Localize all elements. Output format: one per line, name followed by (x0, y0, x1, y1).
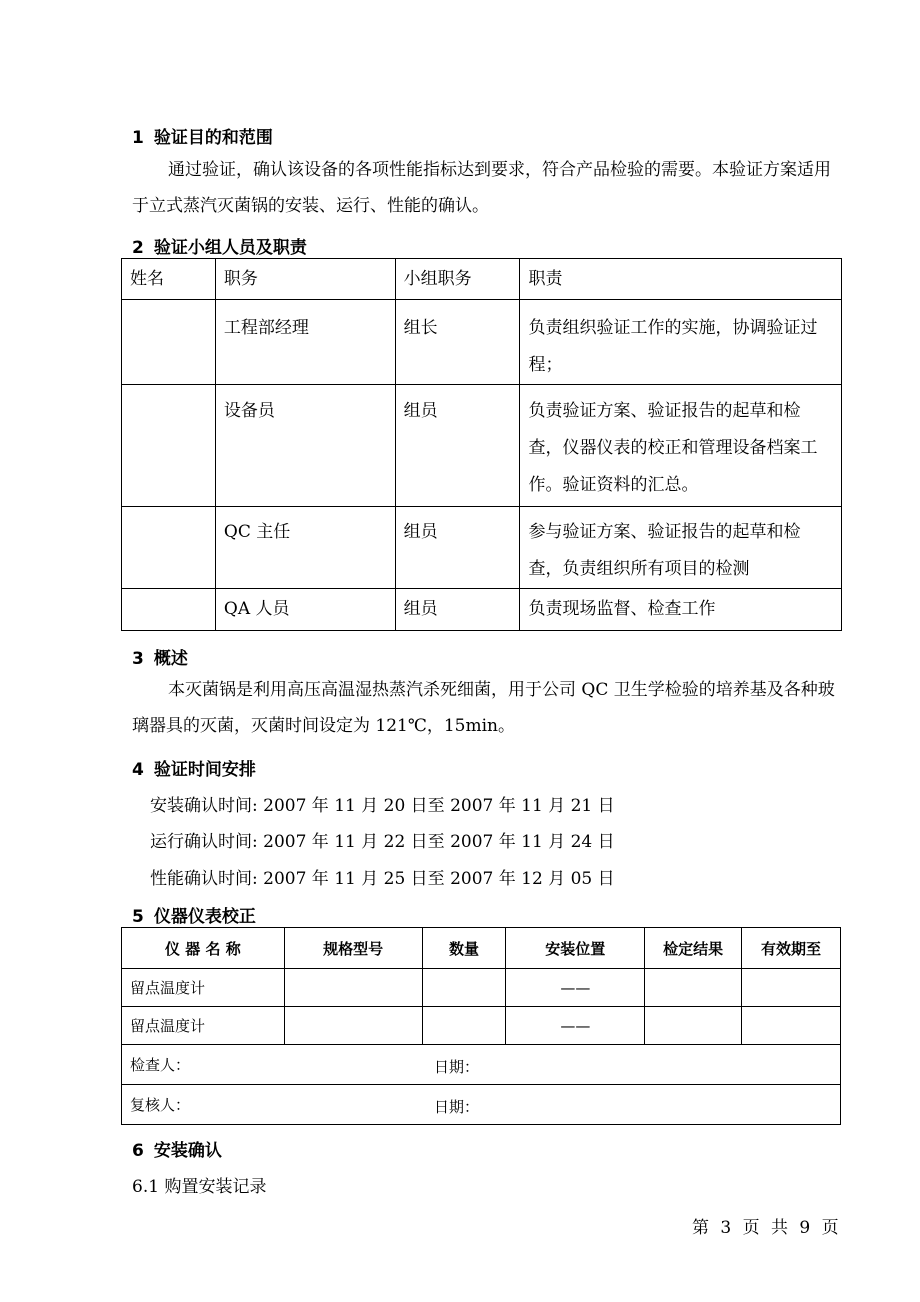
team-role-cell: 组员 (395, 507, 520, 589)
checker-row (122, 1045, 841, 1085)
section-3-body: 本灭菌锅是利用高压高温湿热蒸汽杀死细菌，用于公司 QC 卫生学检验的培养基及各种玻璃器具的灭菌，灭菌时间设定为 121℃，15min。 (132, 680, 835, 736)
header-cell: 检定结果 (645, 928, 742, 969)
section-5-heading: 5 仪器仪表校正 (132, 907, 256, 927)
header-cell: 安装位置 (506, 928, 645, 969)
team-table-header (122, 259, 842, 300)
location-cell: —— (506, 969, 645, 1007)
header-cell: 姓名 (122, 259, 216, 300)
section-6-1-heading: 6.1 购置安装记录 (132, 1177, 267, 1197)
reviewer-label: 复核人： (130, 1096, 191, 1114)
name-cell (122, 507, 216, 589)
instrument-name-cell: 留点温度计 (122, 1007, 285, 1045)
name-cell (122, 385, 216, 507)
header-cell: 规格型号 (284, 928, 422, 969)
schedule-operation: 运行确认时间: 2007 年 11 月 22 日至 2007 年 11 月 24 日 (150, 832, 615, 852)
reviewer-row (122, 1085, 841, 1125)
duty-cell: 参与验证方案、验证报告的起草和检查，负责组织所有项目的检测 (520, 507, 842, 589)
header-cell: 小组职务 (395, 259, 520, 300)
model-cell (284, 969, 422, 1007)
team-role-cell: 组长 (395, 300, 520, 385)
model-cell (284, 1007, 422, 1045)
page-number: 第 3 页 共 9 页 (692, 1218, 839, 1238)
result-cell (645, 1007, 742, 1045)
checker-label: 检查人： (130, 1056, 191, 1074)
header-cell: 职务 (215, 259, 395, 300)
table-row (122, 589, 842, 631)
schedule-install: 安装确认时间: 2007 年 11 月 20 日至 2007 年 11 月 21 日 (150, 796, 615, 816)
location-cell: —— (506, 1007, 645, 1045)
valid-cell (742, 1007, 841, 1045)
qty-cell (422, 969, 506, 1007)
checker-date-label: 日期： (434, 1058, 480, 1076)
team-role-cell: 组员 (395, 385, 520, 507)
valid-cell (742, 969, 841, 1007)
duty-cell: 负责组织验证工作的实施，协调验证过程； (520, 300, 842, 385)
duty-cell: 负责验证方案、验证报告的起草和检查，仪器仪表的校正和管理设备档案工作。验证资料的汇总。 (520, 385, 842, 507)
result-cell (645, 969, 742, 1007)
table-row (122, 300, 842, 385)
table-row (122, 1007, 841, 1045)
table-row (122, 507, 842, 589)
duty-cell: 负责现场监督、检查工作 (520, 589, 842, 631)
header-cell: 职责 (520, 259, 842, 300)
checker-cell (122, 1045, 841, 1085)
name-cell (122, 300, 216, 385)
section-2-heading: 2 验证小组人员及职责 (132, 238, 307, 258)
table-row (122, 969, 841, 1007)
section-3-heading: 3 概述 (132, 649, 188, 669)
schedule-performance: 性能确认时间: 2007 年 11 月 25 日至 2007 年 12 月 05 日 (150, 869, 615, 889)
instrument-name-cell: 留点温度计 (122, 969, 285, 1007)
section-4-heading: 4 验证时间安排 (132, 760, 256, 780)
header-cell: 数量 (422, 928, 506, 969)
header-cell: 有效期至 (742, 928, 841, 969)
instrument-table-header (122, 928, 841, 969)
table-row (122, 385, 842, 507)
position-cell: 工程部经理 (215, 300, 395, 385)
position-cell: 设备员 (215, 385, 395, 507)
name-cell (122, 589, 216, 631)
position-cell: QC 主任 (215, 507, 395, 589)
reviewer-date-label: 日期： (434, 1098, 480, 1116)
reviewer-cell (122, 1085, 841, 1125)
header-cell: 仪 器 名 称 (122, 928, 285, 969)
section-6-heading: 6 安装确认 (132, 1141, 222, 1161)
team-table (121, 258, 842, 631)
section-1-heading: 1 验证目的和范围 (132, 128, 273, 148)
instrument-table (121, 927, 841, 1125)
section-1-body: 通过验证，确认该设备的各项性能指标达到要求，符合产品检验的需要。本验证方案适用于立式蒸汽灭菌锅的安装、运行、性能的确认。 (132, 160, 831, 216)
position-cell: QA 人员 (215, 589, 395, 631)
qty-cell (422, 1007, 506, 1045)
team-role-cell: 组员 (395, 589, 520, 631)
